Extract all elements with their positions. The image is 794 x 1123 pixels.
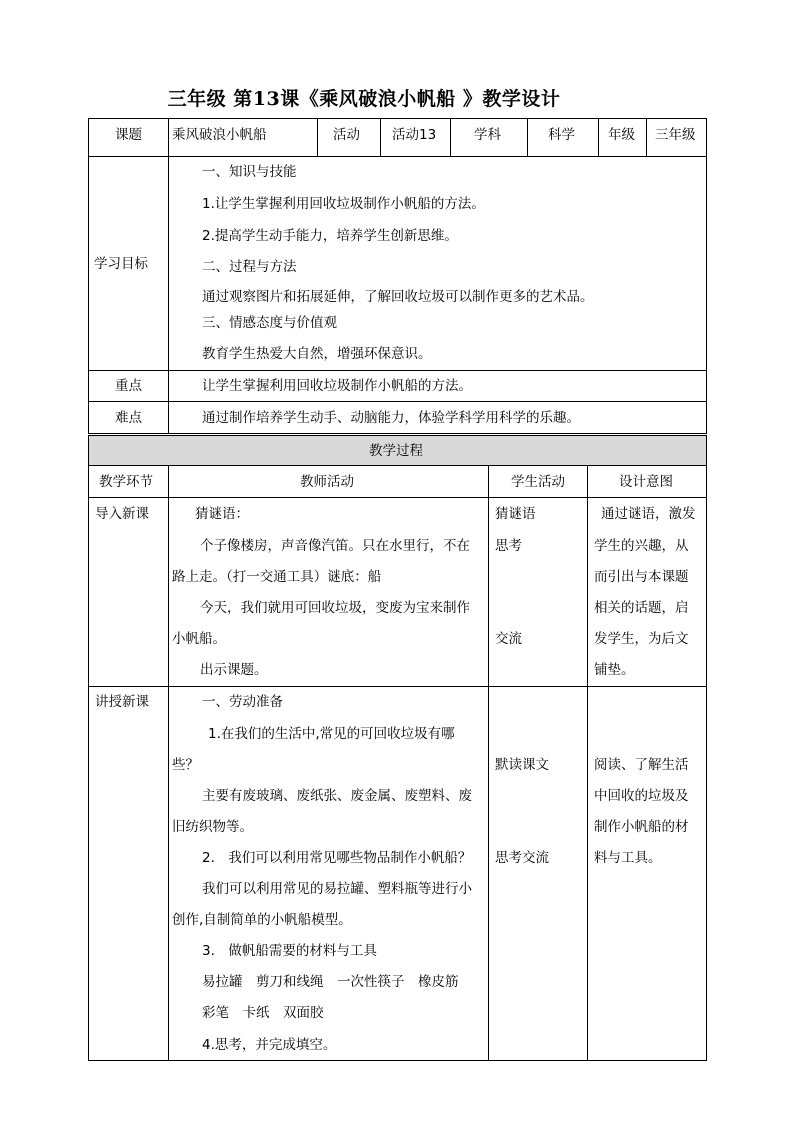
key-point-label: 重点 xyxy=(115,378,142,394)
design-line: 通过谜语，激发 xyxy=(601,506,696,522)
design-line: 而引出与本课题 xyxy=(594,569,689,585)
stage-new-lesson: 讲授新课 xyxy=(95,694,149,710)
subject-value: 乘风破浪小帆船 xyxy=(172,127,267,143)
teacher-line: 旧纺织物等。 xyxy=(172,819,253,835)
teacher-line: 易拉罐 剪刀和线绳 一次性筷子 橡皮筋 xyxy=(202,974,459,990)
page-title: 三年级 第13课《乘风破浪小帆船 》教学设计 xyxy=(167,88,561,110)
teacher-line: 彩笔 卡纸 双面胶 xyxy=(202,1005,324,1021)
teacher-line: 创作,自制简单的小帆船模型。 xyxy=(172,912,352,928)
design-line: 相关的话题，启 xyxy=(594,600,689,616)
difficulty-label: 难点 xyxy=(115,410,142,426)
teacher-line: 个子像楼房，声音像汽笛。只在水里行，不在 xyxy=(200,538,470,554)
teacher-line: 路上走。（打一交通工具）谜底：船 xyxy=(172,569,382,585)
design-line: 发学生，为后文 xyxy=(594,631,689,647)
objective-line: 二、过程与方法 xyxy=(202,259,297,275)
teacher-line: 1.在我们的生活中,常见的可回收垃圾有哪 xyxy=(208,726,455,742)
column-stage: 教学环节 xyxy=(99,474,153,490)
teacher-line: 一、劳动准备 xyxy=(202,694,283,710)
objective-line: 通过观察图片和拓展延伸，了解回收垃圾可以制作更多的艺术品。 xyxy=(202,289,594,305)
teacher-line: 3. 做帆船需要的材料与工具 xyxy=(202,943,377,959)
design-line: 制作小帆船的材 xyxy=(594,819,689,835)
grade-label: 年级 xyxy=(608,127,635,143)
design-line: 阅读、了解生活 xyxy=(594,757,689,773)
objectives-label: 学习目标 xyxy=(94,256,148,272)
teacher-line: 些？ xyxy=(172,757,199,773)
objective-line: 教育学生热爱大自然，增强环保意识。 xyxy=(202,346,432,362)
teacher-line: 猜谜语： xyxy=(195,506,249,522)
teacher-line: 主要有废玻璃、废纸张、废金属、废塑料、废 xyxy=(202,788,472,804)
teacher-line: 4.思考，并完成填空。 xyxy=(202,1037,337,1053)
student-line: 思考 xyxy=(495,538,522,554)
student-line: 思考交流 xyxy=(495,850,549,866)
teacher-line: 我们可以利用常见的易拉罐、塑料瓶等进行小 xyxy=(202,881,472,897)
design-line: 料与工具。 xyxy=(594,850,662,866)
objective-line: 1.让学生掌握利用回收垃圾制作小帆船的方法。 xyxy=(202,196,485,212)
column-student: 学生活动 xyxy=(511,474,565,490)
teacher-line: 今天，我们就用可回收垃圾，变废为宝来制作 xyxy=(200,600,470,616)
design-line: 学生的兴趣，从 xyxy=(594,538,689,554)
stage-intro: 导入新课 xyxy=(95,506,149,522)
objective-line: 一、知识与技能 xyxy=(202,164,297,180)
objective-line: 三、情感态度与价值观 xyxy=(202,315,337,331)
key-point-value: 让学生掌握利用回收垃圾制作小帆船的方法。 xyxy=(202,378,472,394)
teacher-line: 2. 我们可以利用常见哪些物品制作小帆船？ xyxy=(202,850,472,866)
design-line: 中回收的垃圾及 xyxy=(594,788,689,804)
student-line: 交流 xyxy=(495,631,522,647)
activity-value: 活动13 xyxy=(392,127,437,143)
grade-value: 三年级 xyxy=(655,127,696,143)
process-header: 教学过程 xyxy=(369,443,423,459)
subject-label: 课题 xyxy=(115,127,142,143)
column-teacher: 教师活动 xyxy=(300,474,354,490)
teacher-line: 出示课题。 xyxy=(200,662,268,678)
discipline-label: 学科 xyxy=(474,127,501,143)
student-line: 猜谜语 xyxy=(495,506,536,522)
teacher-line: 小帆船。 xyxy=(172,631,226,647)
design-line: 铺垫。 xyxy=(594,662,635,678)
discipline-value: 科学 xyxy=(548,127,575,143)
column-design: 设计意图 xyxy=(619,474,673,490)
objective-line: 2.提高学生动手能力，培养学生创新思维。 xyxy=(202,228,458,244)
activity-label: 活动 xyxy=(333,127,360,143)
student-line: 默读课文 xyxy=(495,757,549,773)
difficulty-value: 通过制作培养学生动手、动脑能力，体验学科学用科学的乐趣。 xyxy=(202,410,580,426)
